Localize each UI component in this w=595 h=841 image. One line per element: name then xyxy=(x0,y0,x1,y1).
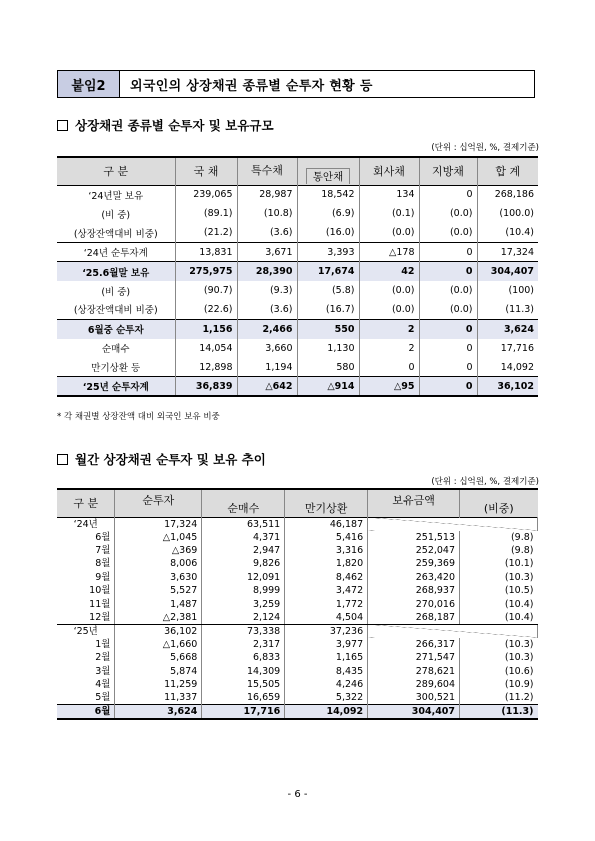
cell-value: 13,831 xyxy=(175,243,237,262)
cell-value: 15,505 xyxy=(202,678,285,691)
cell-value: 2,317 xyxy=(202,638,285,651)
empty-diagonal-cell xyxy=(368,624,538,638)
row-label: ‘24년말 보유 xyxy=(57,185,175,204)
row-label: ‘25년 순투자계 xyxy=(57,377,175,396)
row-label: (상장잔액대비 비중) xyxy=(57,223,175,242)
cell-value: 14,054 xyxy=(175,339,237,358)
cell-value: 17,716 xyxy=(500,342,534,354)
table-row xyxy=(57,665,538,678)
row-label: ‘24년 순투자계 xyxy=(57,243,175,262)
cell-value: (5.8) xyxy=(297,281,359,300)
table-row xyxy=(57,557,538,570)
cell-value: (89.1) xyxy=(175,204,237,223)
t2-header-net: 순투자 xyxy=(115,489,202,517)
row-label: 12월 xyxy=(57,611,115,625)
cell-value: (9.8) xyxy=(510,531,534,543)
cell-value: 263,420 xyxy=(368,571,460,584)
monthly-trend-table xyxy=(57,488,538,720)
annex-banner xyxy=(57,70,535,98)
cell-value: △2,381 xyxy=(115,611,202,625)
cell-value: 304,407 xyxy=(368,705,460,720)
row-label: 2월 xyxy=(57,651,115,664)
cell-value: 1,772 xyxy=(285,597,368,610)
cell-value: 268,186 xyxy=(477,185,538,204)
annex-tag: 붙임2 xyxy=(58,71,120,97)
section1-unit: (단위 : 십억원, %, 결제기준) xyxy=(431,143,539,153)
cell-value: 8,462 xyxy=(285,571,368,584)
table-row xyxy=(57,339,538,358)
cell-value: 2 xyxy=(359,319,419,338)
cell-value: 268,187 xyxy=(368,611,460,625)
cell-value: 3,259 xyxy=(202,597,285,610)
section1-heading-text: 상장채권 종류별 순투자 및 보유규모 xyxy=(75,118,274,133)
cell-value: (10.6) xyxy=(504,665,534,677)
cell-value: 8,435 xyxy=(285,665,368,678)
cell-value: 14,092 xyxy=(500,361,534,373)
cell-value: 1,130 xyxy=(297,339,359,358)
table-row xyxy=(57,651,538,664)
table-row xyxy=(57,204,538,223)
row-label: (비 중) xyxy=(57,281,175,300)
cell-value: 0 xyxy=(359,358,419,377)
row-label: ‘25년 xyxy=(57,624,115,638)
cell-value: 3,660 xyxy=(237,339,297,358)
table-row xyxy=(57,262,538,281)
cell-value: (10.3) xyxy=(504,652,534,664)
row-label: 10월 xyxy=(57,584,115,597)
cell-value: 268,937 xyxy=(368,584,460,597)
table-row xyxy=(57,705,538,720)
cell-value: 36,102 xyxy=(477,377,538,396)
row-label: 1월 xyxy=(57,638,115,651)
cell-value: △95 xyxy=(359,377,419,396)
table-row xyxy=(57,300,538,319)
cell-value: 5,668 xyxy=(115,651,202,664)
cell-value: 36,102 xyxy=(115,624,202,638)
cell-value: (0.1) xyxy=(359,204,419,223)
cell-value: (6.9) xyxy=(297,204,359,223)
annex-title: 외국인의 상장채권 종류별 순투자 현황 등 xyxy=(130,78,373,94)
section2-unit: (단위 : 십억원, %, 결제기준) xyxy=(431,477,539,487)
cell-value: (0.0) xyxy=(419,223,477,242)
header-msb-label: 통안채 xyxy=(306,168,350,184)
t2-header-category: 구 분 xyxy=(57,489,115,517)
table-footnote: * 각 채권별 상장잔액 대비 외국인 보유 비중 xyxy=(57,412,220,422)
section1-heading xyxy=(57,116,274,134)
cell-value: 3,624 xyxy=(477,319,538,338)
table-row xyxy=(57,678,538,691)
cell-value: (0.0) xyxy=(359,300,419,319)
section2-heading xyxy=(57,450,266,468)
table-row xyxy=(57,223,538,242)
cell-value: 63,511 xyxy=(202,517,285,531)
cell-value: (10.3) xyxy=(504,639,534,651)
cell-value: (0.0) xyxy=(419,204,477,223)
page-number: - 6 - xyxy=(287,789,308,800)
cell-value: △178 xyxy=(359,243,419,262)
cell-value: (10.1) xyxy=(504,558,534,570)
cell-value: 11,337 xyxy=(115,691,202,705)
cell-value: 18,542 xyxy=(297,185,359,204)
cell-value: 17,324 xyxy=(477,243,538,262)
cell-value: 278,621 xyxy=(368,665,460,678)
table-row xyxy=(57,319,538,338)
cell-value: 5,874 xyxy=(115,665,202,678)
table-row xyxy=(57,611,538,625)
cell-value: △1,660 xyxy=(115,638,202,651)
cell-value: 17,674 xyxy=(297,262,359,281)
cell-value: (0.0) xyxy=(419,281,477,300)
cell-value: △1,045 xyxy=(115,531,202,544)
table-row xyxy=(57,544,538,557)
cell-value: 1,194 xyxy=(237,358,297,377)
row-label: (상장잔액대비 비중) xyxy=(57,300,175,319)
cell-value: 0 xyxy=(419,262,477,281)
cell-value: 300,521 xyxy=(368,691,460,705)
cell-value: 8,999 xyxy=(202,584,285,597)
cell-value: 304,407 xyxy=(477,262,538,281)
table-row xyxy=(57,517,538,531)
table-row xyxy=(57,358,538,377)
cell-value: (10.3) xyxy=(504,571,534,583)
cell-value: 580 xyxy=(297,358,359,377)
cell-value: 550 xyxy=(297,319,359,338)
cell-value: 4,504 xyxy=(285,611,368,625)
t2-header-buy: 순매수 xyxy=(202,489,285,517)
cell-value: 259,369 xyxy=(368,557,460,570)
cell-value: 266,317 xyxy=(368,638,460,651)
cell-value: 16,659 xyxy=(202,691,285,705)
cell-value: 37,236 xyxy=(285,624,368,638)
table-row xyxy=(57,624,538,638)
cell-value: (90.7) xyxy=(175,281,237,300)
checkbox-square-icon xyxy=(57,454,68,465)
cell-value: 28,390 xyxy=(237,262,297,281)
row-label: 3월 xyxy=(57,665,115,678)
row-label: ‘25.6월말 보유 xyxy=(57,262,175,281)
cell-value: 3,630 xyxy=(115,571,202,584)
section2-heading-text: 월간 상장채권 순투자 및 보유 추이 xyxy=(75,452,266,467)
cell-value: (0.0) xyxy=(359,223,419,242)
cell-value: (10.4) xyxy=(460,611,538,625)
table-row xyxy=(57,691,538,705)
cell-value: (9.3) xyxy=(237,281,297,300)
cell-value: (10.9) xyxy=(504,679,534,691)
cell-value: (0.0) xyxy=(359,281,419,300)
cell-value: 2,466 xyxy=(237,319,297,338)
checkbox-square-icon xyxy=(57,120,68,131)
t2-header-share: (비중) xyxy=(460,489,538,517)
cell-value: 12,091 xyxy=(202,571,285,584)
cell-value: 46,187 xyxy=(285,517,368,531)
cell-value: 3,316 xyxy=(285,544,368,557)
header-total: 합 계 xyxy=(477,157,538,185)
cell-value: 14,092 xyxy=(285,705,368,720)
holdings-by-type-table xyxy=(57,156,538,397)
cell-value: 2,947 xyxy=(202,544,285,557)
cell-value: 5,322 xyxy=(285,691,368,705)
t2-header-holding: 보유금액 xyxy=(368,489,460,517)
cell-value: 73,338 xyxy=(202,624,285,638)
cell-value: 1,156 xyxy=(175,319,237,338)
cell-value: (11.2) xyxy=(504,692,534,704)
cell-value: △369 xyxy=(115,544,202,557)
cell-value: (3.6) xyxy=(237,300,297,319)
header-corp: 회사채 xyxy=(359,157,419,185)
header-special xyxy=(237,157,297,185)
cell-value: △914 xyxy=(297,377,359,396)
cell-value: △642 xyxy=(237,377,297,396)
header-gov: 국 채 xyxy=(175,157,237,185)
cell-value: 0 xyxy=(419,185,477,204)
cell-value: 9,826 xyxy=(202,557,285,570)
table-row xyxy=(57,597,538,610)
cell-value: (3.6) xyxy=(237,223,297,242)
header-special-label: 특수채 xyxy=(251,164,283,177)
cell-value: 0 xyxy=(419,358,477,377)
cell-value: 42 xyxy=(359,262,419,281)
cell-value: 1,820 xyxy=(285,557,368,570)
row-label: 9월 xyxy=(57,571,115,584)
cell-value: (21.2) xyxy=(175,223,237,242)
header-msb xyxy=(297,157,359,185)
cell-value: 239,065 xyxy=(175,185,237,204)
empty-diagonal-cell xyxy=(368,517,538,531)
cell-value: 252,047 xyxy=(368,544,460,557)
cell-value: (9.8) xyxy=(510,545,534,557)
cell-value: 5,527 xyxy=(115,584,202,597)
cell-value: 271,547 xyxy=(368,651,460,664)
cell-value: 0 xyxy=(419,339,477,358)
cell-value: 0 xyxy=(419,319,477,338)
cell-value: 36,839 xyxy=(175,377,237,396)
cell-value: 0 xyxy=(419,377,477,396)
cell-value: (16.0) xyxy=(297,223,359,242)
row-label: 순매수 xyxy=(57,339,175,358)
cell-value: (10.8) xyxy=(237,204,297,223)
cell-value: 5,416 xyxy=(285,531,368,544)
row-label: 7월 xyxy=(57,544,115,557)
cell-value: 17,324 xyxy=(115,517,202,531)
cell-value: 134 xyxy=(359,185,419,204)
row-label: 8월 xyxy=(57,557,115,570)
cell-value: 3,624 xyxy=(115,705,202,720)
cell-value: 3,393 xyxy=(297,243,359,262)
row-label: 6월중 순투자 xyxy=(57,319,175,338)
cell-value: 8,006 xyxy=(115,557,202,570)
row-label: 4월 xyxy=(57,678,115,691)
cell-value: 17,716 xyxy=(202,705,285,720)
table-row xyxy=(57,377,538,396)
row-label: 6월 xyxy=(57,531,115,544)
table-row xyxy=(57,571,538,584)
cell-value: 28,987 xyxy=(237,185,297,204)
cell-value: (10.5) xyxy=(504,585,534,597)
cell-value: 11,259 xyxy=(115,678,202,691)
table-row xyxy=(57,185,538,204)
cell-value: (10.4) xyxy=(504,598,534,610)
cell-value: 0 xyxy=(419,243,477,262)
row-label: 만기상환 등 xyxy=(57,358,175,377)
cell-value: 1,165 xyxy=(285,651,368,664)
cell-value: 2 xyxy=(359,339,419,358)
cell-value: 4,371 xyxy=(202,531,285,544)
cell-value: (10.4) xyxy=(505,227,534,239)
table-row xyxy=(57,584,538,597)
cell-value: (11.3) xyxy=(505,303,534,315)
row-label: ‘24년 xyxy=(57,517,115,531)
cell-value: 3,472 xyxy=(285,584,368,597)
cell-value: (100) xyxy=(508,285,534,297)
table-row xyxy=(57,531,538,544)
cell-value: 12,898 xyxy=(175,358,237,377)
row-label: 5월 xyxy=(57,691,115,705)
cell-value: 14,309 xyxy=(202,665,285,678)
cell-value: (11.3) xyxy=(460,705,538,720)
row-label: (비 중) xyxy=(57,204,175,223)
cell-value: 275,975 xyxy=(175,262,237,281)
table-row xyxy=(57,243,538,262)
cell-value: 251,513 xyxy=(368,531,460,544)
cell-value: 3,671 xyxy=(237,243,297,262)
t2-header-redeem: 만기상환 xyxy=(285,489,368,517)
row-label: 6월 xyxy=(57,705,115,720)
cell-value: (100.0) xyxy=(499,208,534,220)
table-row xyxy=(57,281,538,300)
header-category: 구 분 xyxy=(57,157,175,185)
row-label: 11월 xyxy=(57,597,115,610)
cell-value: 289,604 xyxy=(368,678,460,691)
cell-value: (0.0) xyxy=(419,300,477,319)
header-local: 지방채 xyxy=(419,157,477,185)
cell-value: 3,977 xyxy=(285,638,368,651)
cell-value: 6,833 xyxy=(202,651,285,664)
cell-value: 1,487 xyxy=(115,597,202,610)
table-row xyxy=(57,638,538,651)
cell-value: (22.6) xyxy=(175,300,237,319)
cell-value: 4,246 xyxy=(285,678,368,691)
cell-value: (16.7) xyxy=(297,300,359,319)
cell-value: 270,016 xyxy=(368,597,460,610)
cell-value: 2,124 xyxy=(202,611,285,625)
